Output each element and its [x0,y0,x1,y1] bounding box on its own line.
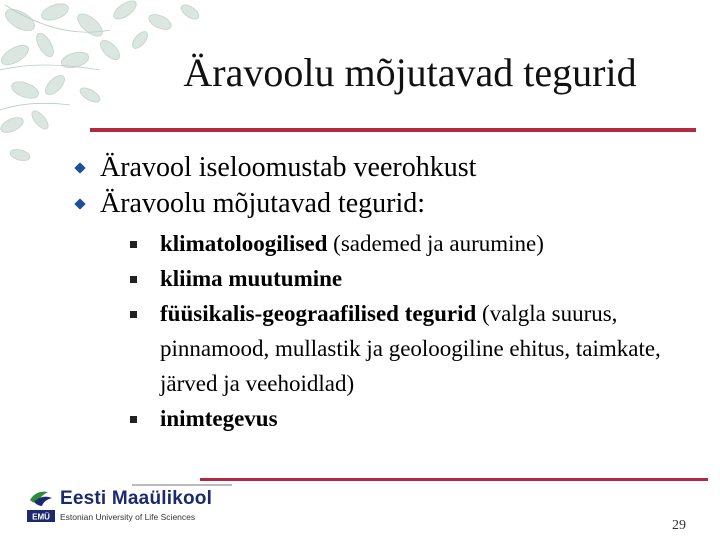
sub-bullet-bold-text: inimtegevus [160,406,278,431]
sub-bullet-bold-text: klimatoloogilised [160,231,328,256]
sub-bullet-bold-text: kliima muutumine [160,266,343,291]
page-number: 29 [672,518,686,533]
bullet-item [74,186,704,222]
bullet-text: Äravool iseloomustab veerohkust [100,152,477,183]
square-bullet-icon [130,311,137,318]
square-bullet-icon [130,416,137,423]
square-bullet-icon [130,276,137,283]
logo-subtitle: Estonian University of Life Sciences [60,512,196,522]
title-divider [90,128,696,132]
sub-bullet-list [130,226,704,436]
sub-bullet-text: (sademed ja aurumine) [327,231,544,256]
bullet-text: Äravoolu mõjutavad tegurid: [100,188,426,219]
footer-divider [200,478,708,481]
diamond-bullet-icon [74,162,85,173]
logo-small-print [132,484,232,486]
bullet-list [74,150,704,436]
square-bullet-icon [130,241,137,248]
sub-bullet-item [130,226,704,261]
svg-text:EMÜ: EMÜ [32,512,50,522]
emu-logo-icon [26,488,56,524]
diamond-bullet-icon [74,198,85,209]
university-logo [22,488,282,528]
sub-bullet-item [130,401,704,436]
sub-bullet-item [130,296,704,401]
sub-bullet-item [130,261,704,296]
sub-bullet-text: (valgla suurus, pinnamood, mullastik ja geoloogiline ehitus, taimkate, järved ja veehoidlad) [160,301,661,396]
sub-bullet-bold-text: füüsikalis-geograafilised tegurid [160,301,477,326]
logo-name: Eesti Maaülikool [60,488,213,509]
slide-title: Äravoolu mõjutavad tegurid [183,50,637,95]
bullet-item [74,150,704,186]
